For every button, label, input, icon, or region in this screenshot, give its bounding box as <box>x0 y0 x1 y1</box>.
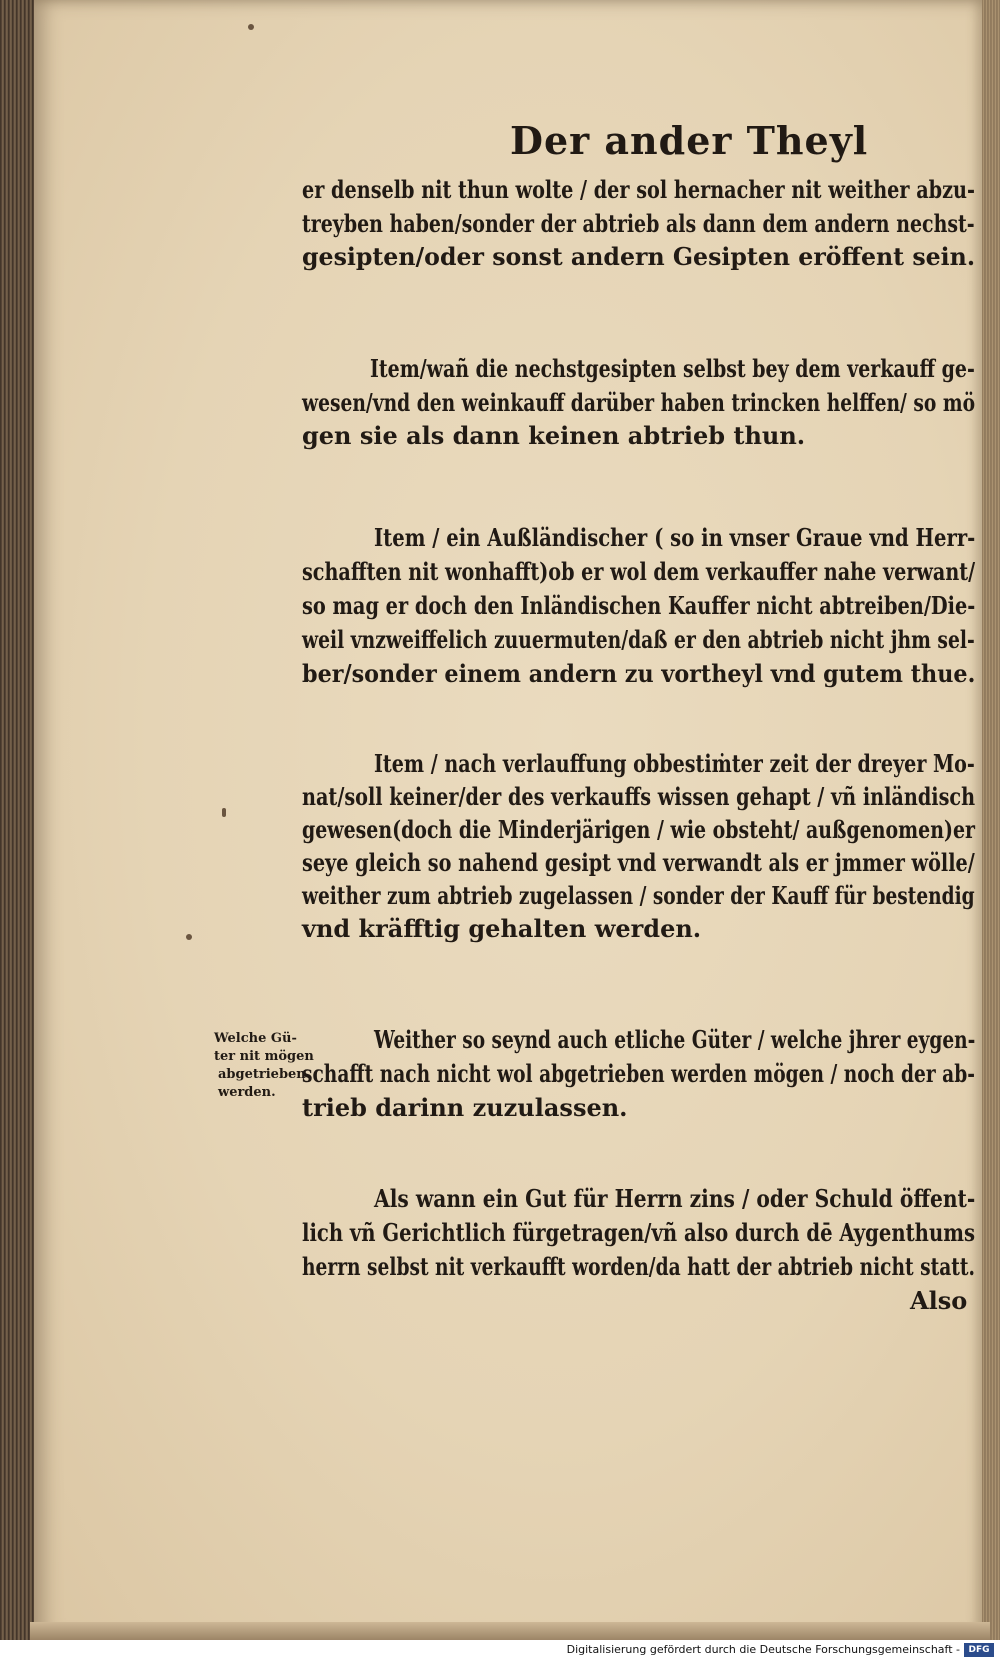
text-line: gen sie als dann keinen abtrieb thun. <box>302 421 806 450</box>
text-line: wesen/vnd den weinkauff darüber haben trincken helffen/ so mö <box>302 388 976 417</box>
digitization-credit: Digitalisierung gefördert durch die Deutsche Forschungsgemeinschaft - <box>566 1643 960 1656</box>
text-line: so mag er doch den Inländischen Kauffer nicht abtreiben/Die- <box>302 591 976 620</box>
text-line: vnd kräfftig gehalten werden. <box>302 914 702 943</box>
text-line: seye gleich so nahend gesipt vnd verwandt als er jmmer wölle/ <box>302 848 975 877</box>
text-line: trieb darinn zuzulassen. <box>302 1093 628 1122</box>
dfg-logo: DFG <box>964 1643 994 1657</box>
running-head: Der ander Theyl <box>510 118 869 163</box>
book-page-edges-left <box>0 0 34 1640</box>
margin-note-line: Welche Gü- <box>214 1031 297 1046</box>
footer-bar <box>0 1640 1000 1661</box>
text-line: Als wann ein Gut für Herrn zins / oder Schuld öffent- <box>374 1184 976 1213</box>
text-line: weither zum abtrieb zugelassen / sonder der Kauff für bestendig <box>302 881 975 910</box>
text-line: schafft nach nicht wol abgetrieben werden mögen / noch der ab- <box>302 1059 975 1088</box>
text-line: ber/sonder einem andern zu vortheyl vnd gutem thue. <box>302 659 976 688</box>
paper-speck <box>222 808 226 817</box>
catchword: Also <box>910 1286 968 1315</box>
book-page-edges-right <box>982 0 1000 1640</box>
text-line: treyben haben/sonder der abtrieb als dann dem andern nechst- <box>302 209 975 238</box>
paper-speck <box>248 24 254 30</box>
text-line: herrn selbst nit verkaufft worden/da hatt der abtrieb nicht statt. <box>302 1252 975 1281</box>
margin-note-line: ter nit mögen <box>214 1049 314 1064</box>
text-line: er denselb nit thun wolte / der sol hernacher nit weither abzu- <box>302 175 975 204</box>
text-line: weil vnzweiffelich zuuermuten/daß er den abtrieb nicht jhm sel- <box>302 625 975 654</box>
text-line: gesipten/oder sonst andern Gesipten eröffent sein. <box>302 242 976 271</box>
margin-note-line: werden. <box>218 1085 276 1100</box>
text-line: Item / ein Außländischer ( so in vnser Graue vnd Herr- <box>374 523 976 552</box>
text-line: Weither so seynd auch etliche Güter / welche jhrer eygen- <box>374 1025 976 1054</box>
margin-note-line: abgetrieben <box>218 1067 306 1082</box>
paper-speck <box>186 934 192 940</box>
text-line: Item/wañ die nechstgesipten selbst bey dem verkauff ge- <box>370 354 975 383</box>
text-line: Item / nach verlauffung obbestiṁter zeit der dreyer Mo- <box>374 749 975 778</box>
text-line: gewesen(doch die Minderjärigen / wie obsteht/ außgenomen)er <box>302 815 975 844</box>
book-page-edge-bottom <box>30 1622 990 1640</box>
text-line: schafften nit wonhafft)ob er wol dem verkauffer nahe verwant/ <box>302 557 976 586</box>
text-line: lich vñ Gerichtlich fürgetragen/vñ also durch dē Aygenthums <box>302 1218 975 1247</box>
text-line: nat/soll keiner/der des verkauffs wissen gehapt / vñ inländisch <box>302 782 976 811</box>
